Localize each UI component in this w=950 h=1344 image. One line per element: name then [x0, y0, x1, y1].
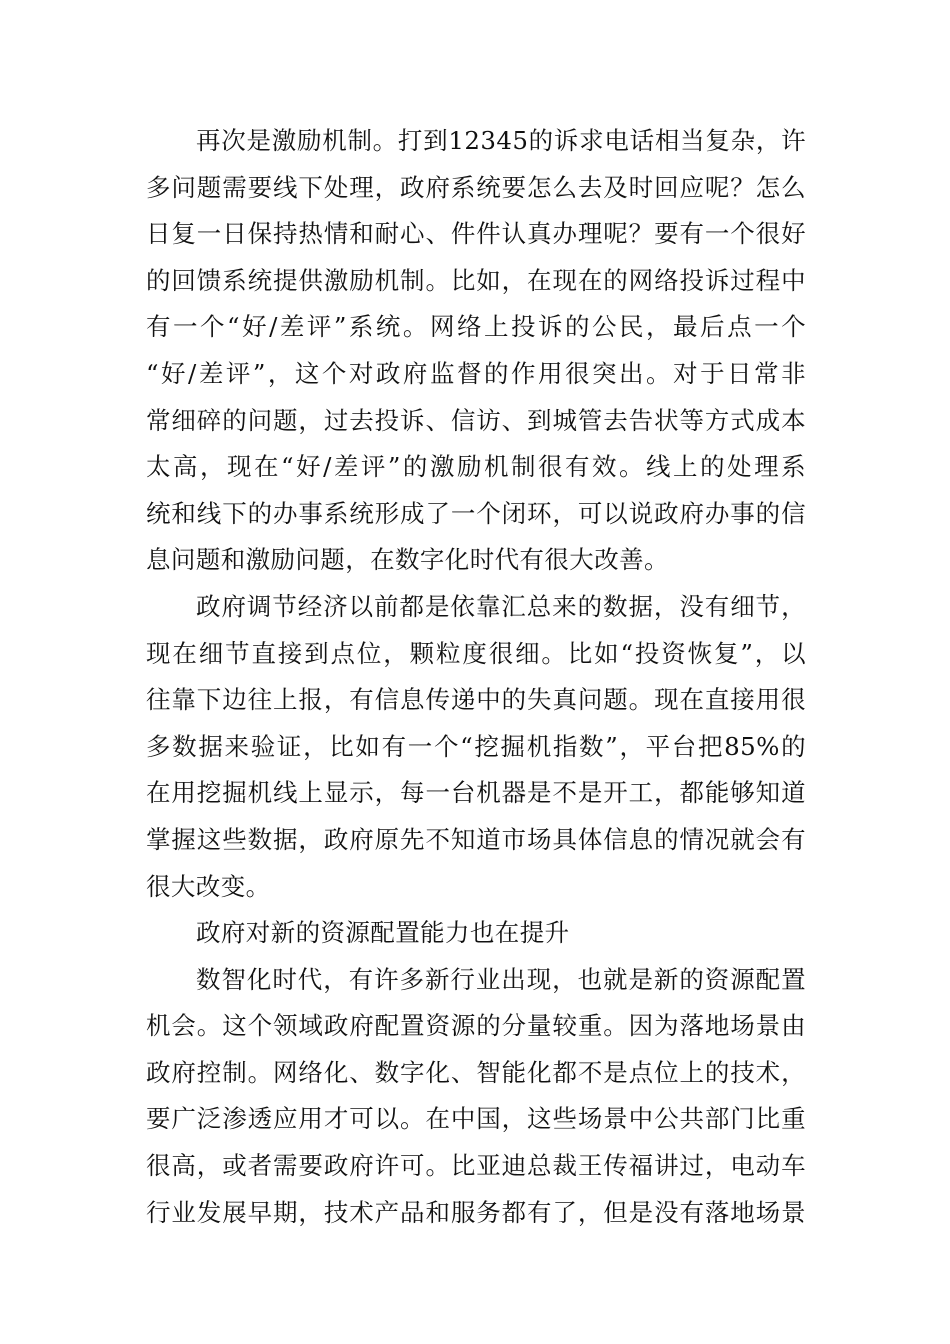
paragraph-line: 常细碎的问题，过去投诉、信访、到城管去告状等方式成本 — [146, 405, 806, 435]
paragraph-line: 统和线下的办事系统形成了一个闭环，可以说政府办事的信 — [146, 498, 806, 528]
paragraph-line: 再次是激励机制。打到12345的诉求电话相当复杂，许 — [196, 126, 806, 155]
paragraph-line: 很大改变。 — [146, 871, 271, 901]
paragraph-line: 要广泛渗透应用才可以。在中国，这些场景中公共部门比重 — [146, 1104, 806, 1134]
paragraph-line: 往靠下边往上报，有信息传递中的失真问题。现在直接用很 — [146, 685, 806, 715]
paragraph-line: 多数据来验证，比如有一个“挖掘机指数”，平台把85%的 — [146, 731, 806, 761]
paragraph-line: 政府调节经济以前都是依靠汇总来的数据，没有细节， — [196, 591, 806, 621]
paragraph-line: 在用挖掘机线上显示，每一台机器是不是开工，都能够知道 — [146, 778, 806, 808]
paragraph-line: 机会。这个领域政府配置资源的分量较重。因为落地场景由 — [146, 1011, 806, 1041]
paragraph-line: 行业发展早期，技术产品和服务都有了，但是没有落地场景 — [146, 1197, 806, 1227]
paragraph-line: 息问题和激励问题，在数字化时代有很大改善。 — [146, 545, 669, 575]
body-text — [146, 118, 806, 1236]
paragraph-line: 有一个“好/差评”系统。网络上投诉的公民，最后点一个 — [146, 312, 806, 342]
paragraph-line: 政府控制。网络化、数字化、智能化都不是点位上的技术， — [146, 1057, 806, 1087]
paragraph-line: 多问题需要线下处理，政府系统要怎么去及时回应呢？怎么 — [146, 172, 806, 202]
section-heading: 政府对新的资源配置能力也在提升 — [196, 918, 570, 948]
paragraph-line: 现在细节直接到点位，颗粒度很细。比如“投资恢复”，以 — [146, 638, 806, 668]
paragraph-line: 太高，现在“好/差评”的激励机制很有效。线上的处理系 — [146, 452, 806, 482]
paragraph-line: 日复一日保持热情和耐心、件件认真办理呢？要有一个很好 — [146, 219, 806, 249]
paragraph-line: 的回馈系统提供激励机制。比如，在现在的网络投诉过程中 — [146, 265, 806, 295]
paragraph-line: “好/差评”，这个对政府监督的作用很突出。对于日常非 — [146, 358, 806, 388]
paragraph-line: 数智化时代，有许多新行业出现，也就是新的资源配置 — [196, 964, 806, 994]
paragraph-line: 掌握这些数据，政府原先不知道市场具体信息的情况就会有 — [146, 824, 806, 854]
paragraph-line: 很高，或者需要政府许可。比亚迪总裁王传福讲过，电动车 — [146, 1151, 806, 1181]
